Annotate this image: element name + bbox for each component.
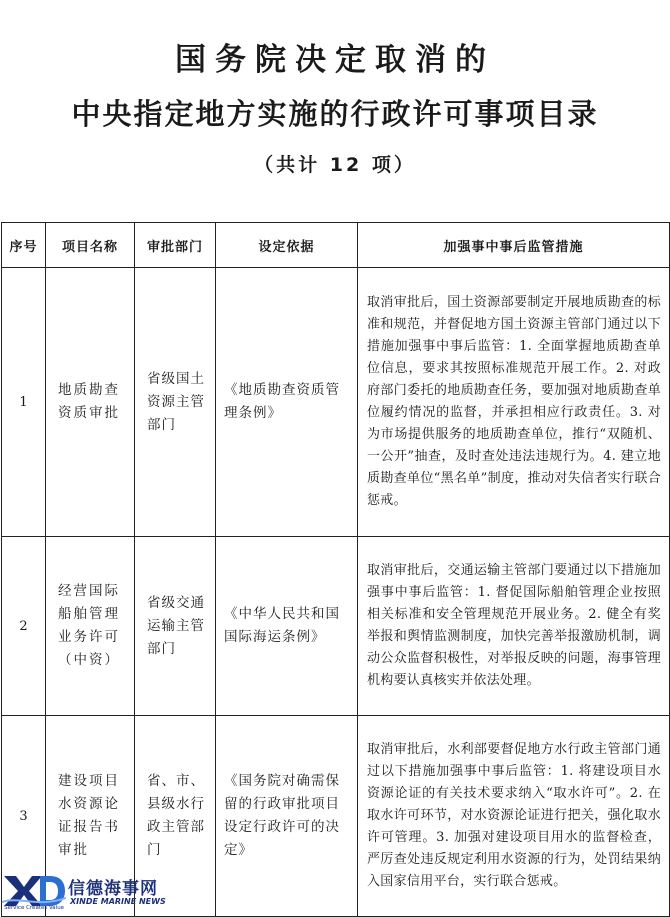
legal-basis: 《中华人民共和国国际海运条例》 <box>216 537 358 716</box>
row-number: 3 <box>2 716 46 917</box>
table-row <box>2 268 670 537</box>
header-basis: 设定依据 <box>216 223 358 268</box>
logo-slogan: Service Creates Value <box>4 905 65 911</box>
approval-dept: 省级交通运输主管部门 <box>135 537 216 716</box>
table-row <box>2 537 670 716</box>
header-no: 序号 <box>2 223 46 268</box>
logo-english-name: XINDE MARINE NEWS <box>70 897 166 906</box>
supervision-measures: 取消审批后，交通运输主管部门要通过以下措施加强事中事后监管：1. 督促国际船舶管理企业按照相关标准和安全管理规范开展业务。2. 健全有奖举报和舆情监测制度，加快完善举报激励机制，调动公众监督积极性，对举报反映的问题，海事管理机构要认真核实并依法处理。 <box>358 537 670 716</box>
row-number: 2 <box>2 537 46 716</box>
title-line-1: 国务院决定取消的 <box>175 42 495 78</box>
legal-basis: 《国务院对确需保留的行政审批项目设定行政许可的决定》 <box>216 716 358 917</box>
supervision-measures: 取消审批后，水利部要督促地方水行政主管部门通过以下措施加强事中事后监管：1. 将建设项目水资源论证的有关技术要求纳入“取水许可”。2. 在取水许可环节，对水资源论证进行把关，强化取水许可管理。3. 加强对建设项目用水的监督检查，严厉查处违反规定利用水资源的行为，处罚结果纳入国家信用平台，实行联合惩戒。 <box>358 716 670 917</box>
approval-dept: 省、市、县级水行政主管部门 <box>135 716 216 917</box>
header-name: 项目名称 <box>46 223 135 268</box>
subtitle-count: （共计 12 项） <box>254 154 416 176</box>
legal-basis: 《地质勘查资质管理条例》 <box>216 268 358 537</box>
logo-chinese-name: 信德海事网 <box>68 879 158 899</box>
license-items-table <box>1 222 670 917</box>
header-dept: 审批部门 <box>135 223 216 268</box>
item-name: 地质勘查资质审批 <box>46 268 135 537</box>
item-name: 经营国际船舶管理业务许可（中资） <box>46 537 135 716</box>
supervision-measures: 取消审批后，国土资源部要制定开展地质勘查的标准和规范，并督促地方国土资源主管部门通过以下措施加强事中事后监管：1. 全面掌握地质勘查单位信息，要求其按照标准规范开展工作。2. 对政府部门委托的地质勘查任务，要加强对地质勘查单位履约情况的监督，并承担相应行政责任。3. 对为市场提供服务的地质勘查单位，推行“双随机、一公开”抽查，及时查处违法违规行为。4. 建立地质勘查单位“黑名单”制度，推动对失信者实行联合惩戒。 <box>358 268 670 537</box>
table-header-row <box>2 223 670 268</box>
approval-dept: 省级国土资源主管部门 <box>135 268 216 537</box>
title-line-2: 中央指定地方实施的行政许可事项目录 <box>71 97 599 131</box>
row-number: 1 <box>2 268 46 537</box>
header-measures: 加强事中事后监管措施 <box>358 223 670 268</box>
xinde-marine-logo <box>2 872 202 914</box>
item-name: 建设项目水资源论证报告书审批 <box>46 716 135 917</box>
